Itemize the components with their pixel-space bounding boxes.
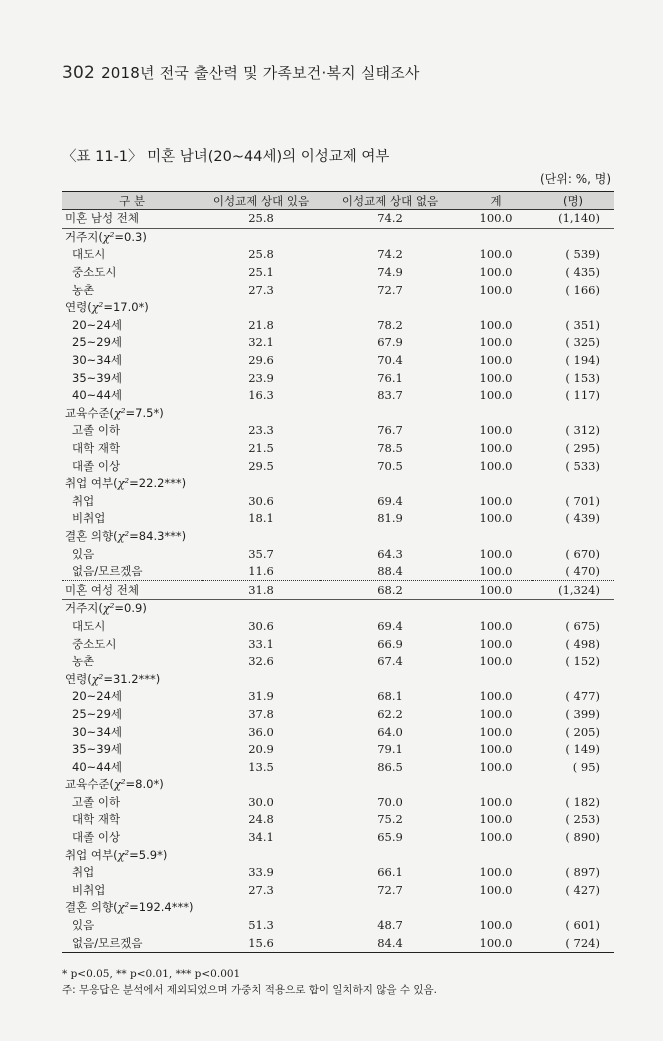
footnote: 주: 무응답은 분석에서 제외되었으며 가중치 적용으로 합이 일치하지 않을 수 있음. bbox=[62, 984, 437, 996]
table-group-row bbox=[62, 475, 614, 493]
group-label: 거주지( bbox=[65, 601, 103, 616]
value-count: ( 117) bbox=[565, 388, 600, 403]
value-count: ( 153) bbox=[565, 370, 600, 385]
chi-square-symbol: χ² bbox=[102, 601, 115, 616]
value-without-partner: 64.0 bbox=[377, 724, 403, 739]
row-label: 대학 재학 bbox=[72, 441, 121, 456]
table-row bbox=[62, 352, 614, 370]
value-with-partner: 18.1 bbox=[248, 511, 274, 526]
row-label: 대졸 이상 bbox=[72, 458, 121, 473]
value-with-partner: 13.5 bbox=[248, 759, 274, 774]
value-with-partner: 34.1 bbox=[248, 830, 274, 845]
column-header: 이성교제 상대 있음 bbox=[202, 192, 320, 210]
row-label: 있음 bbox=[72, 546, 95, 561]
table-group-row bbox=[62, 846, 614, 864]
chi-square-symbol: χ² bbox=[91, 300, 104, 315]
value-total: 100.0 bbox=[479, 388, 513, 403]
value-without-partner: 88.4 bbox=[320, 563, 460, 581]
row-label: 취업 bbox=[72, 493, 95, 508]
value-count: ( 194) bbox=[565, 353, 600, 368]
table-unit: (단위: %, 명) bbox=[539, 172, 611, 186]
row-label: 25~29세 bbox=[72, 335, 123, 350]
table-row bbox=[62, 723, 614, 741]
table-group-row bbox=[62, 405, 614, 423]
value-count: ( 351) bbox=[565, 317, 600, 332]
table-row bbox=[62, 934, 614, 952]
value-without-partner: 81.9 bbox=[377, 511, 403, 526]
value-without-partner: 67.4 bbox=[377, 654, 403, 669]
value-count: ( 205) bbox=[565, 724, 600, 739]
value-count: (1,140) bbox=[532, 210, 614, 229]
chi-square-symbol: χ² bbox=[117, 476, 130, 491]
table-group-row bbox=[62, 899, 614, 917]
row-label: 35~39세 bbox=[72, 370, 123, 385]
value-with-partner: 32.1 bbox=[248, 335, 274, 350]
chi-square-symbol: χ² bbox=[117, 528, 130, 543]
value-count: ( 470) bbox=[532, 563, 614, 581]
value-total: 100.0 bbox=[479, 724, 513, 739]
table-header-row bbox=[62, 192, 614, 210]
value-without-partner: 70.0 bbox=[377, 794, 403, 809]
value-with-partner: 31.9 bbox=[248, 689, 274, 704]
value-with-partner: 30.6 bbox=[248, 493, 274, 508]
group-label: 취업 여부( bbox=[65, 847, 118, 862]
value-without-partner: 74.2 bbox=[320, 210, 460, 229]
row-label: 40~44세 bbox=[72, 388, 123, 403]
table-row bbox=[62, 510, 614, 528]
chi-square-symbol: χ² bbox=[91, 671, 104, 686]
table-title: 〈표 11-1〉 미혼 남녀(20~44세)의 이성교제 여부 bbox=[62, 149, 390, 165]
value-total: 100.0 bbox=[479, 247, 513, 262]
table-row bbox=[62, 545, 614, 563]
value-count: ( 701) bbox=[565, 493, 600, 508]
value-count: ( 890) bbox=[565, 830, 600, 845]
table-group-row bbox=[62, 776, 614, 794]
table-row bbox=[62, 440, 614, 458]
value-total: 100.0 bbox=[479, 282, 513, 297]
chi-square-value: =7.5*) bbox=[125, 405, 164, 420]
value-with-partner: 15.6 bbox=[202, 934, 320, 952]
value-total: 100.0 bbox=[460, 581, 532, 600]
table-body bbox=[62, 210, 614, 953]
value-total: 100.0 bbox=[479, 918, 513, 933]
value-with-partner: 25.8 bbox=[248, 247, 274, 262]
value-count: ( 670) bbox=[565, 546, 600, 561]
value-count: ( 295) bbox=[565, 441, 600, 456]
table-row bbox=[62, 563, 614, 581]
value-count: ( 539) bbox=[565, 247, 600, 262]
value-with-partner: 21.8 bbox=[248, 317, 274, 332]
table-row bbox=[62, 457, 614, 475]
group-label: 결혼 의향( bbox=[65, 900, 118, 915]
value-without-partner: 70.5 bbox=[377, 458, 403, 473]
table-row bbox=[62, 635, 614, 653]
row-label bbox=[62, 600, 614, 618]
chi-square-symbol: χ² bbox=[113, 405, 126, 420]
value-without-partner: 74.9 bbox=[377, 265, 403, 280]
row-label: 대학 재학 bbox=[72, 812, 121, 827]
value-count: ( 601) bbox=[565, 918, 600, 933]
value-count: ( 166) bbox=[565, 282, 600, 297]
row-label: 25~29세 bbox=[72, 706, 123, 721]
row-label: 취업 bbox=[72, 865, 95, 880]
table-group-row bbox=[62, 600, 614, 618]
table-row bbox=[62, 387, 614, 405]
table-row bbox=[62, 618, 614, 636]
row-label: 30~34세 bbox=[72, 724, 123, 739]
row-label bbox=[62, 846, 614, 864]
chi-square-value: =22.2***) bbox=[129, 476, 187, 491]
chi-square-value: =5.9*) bbox=[129, 847, 168, 862]
value-count: ( 675) bbox=[565, 618, 600, 633]
significance-note: * p<0.05, ** p<0.01, *** p<0.001 bbox=[62, 968, 241, 980]
value-total: 100.0 bbox=[460, 934, 532, 952]
value-total: 100.0 bbox=[479, 546, 513, 561]
value-with-partner: 36.0 bbox=[248, 724, 274, 739]
value-count: ( 399) bbox=[565, 706, 600, 721]
row-label: 미혼 남성 전체 bbox=[62, 210, 202, 229]
table-group-row bbox=[62, 528, 614, 546]
row-label: 대도시 bbox=[72, 618, 106, 633]
group-label: 취업 여부( bbox=[65, 476, 118, 491]
value-count: ( 149) bbox=[565, 742, 600, 757]
row-label: 40~44세 bbox=[72, 759, 123, 774]
value-total: 100.0 bbox=[479, 812, 513, 827]
group-label: 결혼 의향( bbox=[65, 528, 118, 543]
value-without-partner: 72.7 bbox=[377, 882, 403, 897]
value-without-partner: 62.2 bbox=[377, 706, 403, 721]
value-without-partner: 76.7 bbox=[377, 423, 403, 438]
value-with-partner: 27.3 bbox=[248, 882, 274, 897]
table-row bbox=[62, 688, 614, 706]
value-total: 100.0 bbox=[479, 370, 513, 385]
value-with-partner: 27.3 bbox=[248, 282, 274, 297]
table-group-row bbox=[62, 228, 614, 246]
table-row bbox=[62, 864, 614, 882]
table-notes bbox=[62, 966, 437, 998]
table-row bbox=[62, 281, 614, 299]
value-without-partner: 72.7 bbox=[377, 282, 403, 297]
row-label: 비취업 bbox=[72, 882, 106, 897]
table-row bbox=[62, 758, 614, 776]
group-label: 교육수준( bbox=[65, 777, 114, 792]
row-label: 있음 bbox=[72, 918, 95, 933]
row-label bbox=[62, 405, 614, 423]
row-label: 농촌 bbox=[72, 282, 95, 297]
table-row bbox=[62, 264, 614, 282]
table-row bbox=[62, 794, 614, 812]
value-with-partner: 23.9 bbox=[248, 370, 274, 385]
value-with-partner: 35.7 bbox=[248, 546, 274, 561]
chi-square-symbol: χ² bbox=[102, 229, 115, 244]
table-row bbox=[62, 882, 614, 900]
row-label bbox=[62, 670, 614, 688]
table-group-row bbox=[62, 299, 614, 317]
value-total: 100.0 bbox=[479, 830, 513, 845]
value-total: 100.0 bbox=[479, 759, 513, 774]
value-without-partner: 67.9 bbox=[377, 335, 403, 350]
value-without-partner: 86.5 bbox=[377, 759, 403, 774]
value-total: 100.0 bbox=[479, 265, 513, 280]
value-total: 100.0 bbox=[479, 882, 513, 897]
value-without-partner: 76.1 bbox=[377, 370, 403, 385]
group-label: 교육수준( bbox=[65, 405, 114, 420]
value-count: ( 435) bbox=[565, 265, 600, 280]
value-total: 100.0 bbox=[479, 317, 513, 332]
value-count: ( 498) bbox=[565, 636, 600, 651]
row-label bbox=[62, 899, 614, 917]
row-label: 고졸 이하 bbox=[72, 423, 121, 438]
group-label: 연령( bbox=[65, 671, 92, 686]
table-row bbox=[62, 493, 614, 511]
group-label: 거주지( bbox=[65, 229, 103, 244]
table-row bbox=[62, 246, 614, 264]
chi-square-symbol: χ² bbox=[117, 847, 130, 862]
value-total: 100.0 bbox=[479, 423, 513, 438]
row-label bbox=[62, 528, 614, 546]
value-with-partner: 33.1 bbox=[248, 636, 274, 651]
row-label: 고졸 이하 bbox=[72, 794, 121, 809]
value-without-partner: 64.3 bbox=[377, 546, 403, 561]
row-label bbox=[62, 299, 614, 317]
row-label: 미혼 여성 전체 bbox=[62, 581, 202, 600]
chi-square-value: =8.0*) bbox=[125, 777, 164, 792]
value-total: 100.0 bbox=[479, 511, 513, 526]
value-total: 100.0 bbox=[479, 353, 513, 368]
row-label: 35~39세 bbox=[72, 742, 123, 757]
page-number: 302 bbox=[62, 63, 96, 83]
row-label: 중소도시 bbox=[72, 636, 117, 651]
chi-square-value: =17.0*) bbox=[103, 300, 149, 315]
value-with-partner: 16.3 bbox=[248, 388, 274, 403]
value-with-partner: 29.6 bbox=[248, 353, 274, 368]
value-with-partner: 29.5 bbox=[248, 458, 274, 473]
row-label bbox=[62, 228, 614, 246]
value-total: 100.0 bbox=[479, 335, 513, 350]
value-count: ( 439) bbox=[565, 511, 600, 526]
value-total: 100.0 bbox=[479, 794, 513, 809]
group-label: 연령( bbox=[65, 300, 92, 315]
row-label: 없음/모르겠음 bbox=[62, 563, 202, 581]
value-count: ( 182) bbox=[565, 794, 600, 809]
chi-square-symbol: χ² bbox=[117, 900, 130, 915]
chi-square-value: =84.3***) bbox=[129, 528, 187, 543]
value-without-partner: 66.1 bbox=[377, 865, 403, 880]
row-label bbox=[62, 475, 614, 493]
value-with-partner: 37.8 bbox=[248, 706, 274, 721]
value-count: ( 533) bbox=[565, 458, 600, 473]
row-label: 대졸 이상 bbox=[72, 830, 121, 845]
value-without-partner: 74.2 bbox=[377, 247, 403, 262]
table-row bbox=[62, 317, 614, 335]
value-without-partner: 48.7 bbox=[377, 918, 403, 933]
value-count: ( 477) bbox=[565, 689, 600, 704]
value-with-partner: 30.0 bbox=[248, 794, 274, 809]
value-with-partner: 32.6 bbox=[248, 654, 274, 669]
chi-square-value: =31.2***) bbox=[103, 671, 161, 686]
column-header: 구 분 bbox=[62, 192, 202, 210]
value-count: (1,324) bbox=[532, 581, 614, 600]
value-total: 100.0 bbox=[479, 706, 513, 721]
data-table bbox=[62, 191, 614, 953]
chi-square-value: =0.9) bbox=[114, 601, 147, 616]
value-total: 100.0 bbox=[479, 689, 513, 704]
column-header: 계 bbox=[460, 192, 532, 210]
value-without-partner: 83.7 bbox=[377, 388, 403, 403]
column-header: 이성교제 상대 없음 bbox=[320, 192, 460, 210]
value-count: ( 427) bbox=[565, 882, 600, 897]
chi-square-value: =192.4***) bbox=[129, 900, 194, 915]
running-header bbox=[62, 62, 420, 83]
value-with-partner: 21.5 bbox=[248, 441, 274, 456]
value-total: 100.0 bbox=[479, 865, 513, 880]
value-count: ( 95) bbox=[572, 759, 600, 774]
table-row bbox=[62, 741, 614, 759]
value-with-partner: 11.6 bbox=[202, 563, 320, 581]
value-total: 100.0 bbox=[479, 441, 513, 456]
value-with-partner: 31.8 bbox=[202, 581, 320, 600]
value-with-partner: 23.3 bbox=[248, 423, 274, 438]
table-row bbox=[62, 917, 614, 935]
value-with-partner: 51.3 bbox=[248, 918, 274, 933]
value-without-partner: 78.5 bbox=[377, 441, 403, 456]
table-row bbox=[62, 581, 614, 600]
value-with-partner: 20.9 bbox=[248, 742, 274, 757]
value-total: 100.0 bbox=[460, 563, 532, 581]
value-without-partner: 84.4 bbox=[320, 934, 460, 952]
row-label: 20~24세 bbox=[72, 689, 123, 704]
table-row bbox=[62, 706, 614, 724]
table-row bbox=[62, 334, 614, 352]
value-count: ( 152) bbox=[565, 654, 600, 669]
value-without-partner: 79.1 bbox=[377, 742, 403, 757]
value-total: 100.0 bbox=[479, 654, 513, 669]
value-without-partner: 78.2 bbox=[377, 317, 403, 332]
value-total: 100.0 bbox=[479, 458, 513, 473]
value-without-partner: 66.9 bbox=[377, 636, 403, 651]
value-with-partner: 24.8 bbox=[248, 812, 274, 827]
row-label: 비취업 bbox=[72, 511, 106, 526]
table-group-row bbox=[62, 670, 614, 688]
value-without-partner: 69.4 bbox=[377, 493, 403, 508]
value-without-partner: 75.2 bbox=[377, 812, 403, 827]
value-total: 100.0 bbox=[479, 742, 513, 757]
value-total: 100.0 bbox=[479, 636, 513, 651]
table-row bbox=[62, 829, 614, 847]
value-count: ( 312) bbox=[565, 423, 600, 438]
table-row bbox=[62, 210, 614, 229]
running-title: 2018년 전국 출산력 및 가족보건·복지 실태조사 bbox=[101, 64, 420, 82]
value-total: 100.0 bbox=[479, 493, 513, 508]
value-count: ( 325) bbox=[565, 335, 600, 350]
value-with-partner: 33.9 bbox=[248, 865, 274, 880]
row-label: 농촌 bbox=[72, 654, 95, 669]
column-header: (명) bbox=[532, 192, 614, 210]
table-row bbox=[62, 422, 614, 440]
value-without-partner: 69.4 bbox=[377, 618, 403, 633]
value-with-partner: 25.1 bbox=[248, 265, 274, 280]
table-row bbox=[62, 653, 614, 671]
row-label: 20~24세 bbox=[72, 317, 123, 332]
value-total: 100.0 bbox=[460, 210, 532, 229]
row-label: 중소도시 bbox=[72, 265, 117, 280]
value-total: 100.0 bbox=[479, 618, 513, 633]
row-label: 30~34세 bbox=[72, 353, 123, 368]
value-count: ( 724) bbox=[532, 934, 614, 952]
table-row bbox=[62, 811, 614, 829]
value-count: ( 897) bbox=[565, 865, 600, 880]
value-without-partner: 70.4 bbox=[377, 353, 403, 368]
row-label: 대도시 bbox=[72, 247, 106, 262]
value-with-partner: 30.6 bbox=[248, 618, 274, 633]
value-without-partner: 68.2 bbox=[320, 581, 460, 600]
value-without-partner: 65.9 bbox=[377, 830, 403, 845]
chi-square-value: =0.3) bbox=[114, 229, 147, 244]
value-with-partner: 25.8 bbox=[202, 210, 320, 229]
value-count: ( 253) bbox=[565, 812, 600, 827]
chi-square-symbol: χ² bbox=[113, 777, 126, 792]
row-label: 없음/모르겠음 bbox=[62, 934, 202, 952]
row-label bbox=[62, 776, 614, 794]
table-row bbox=[62, 369, 614, 387]
value-without-partner: 68.1 bbox=[377, 689, 403, 704]
